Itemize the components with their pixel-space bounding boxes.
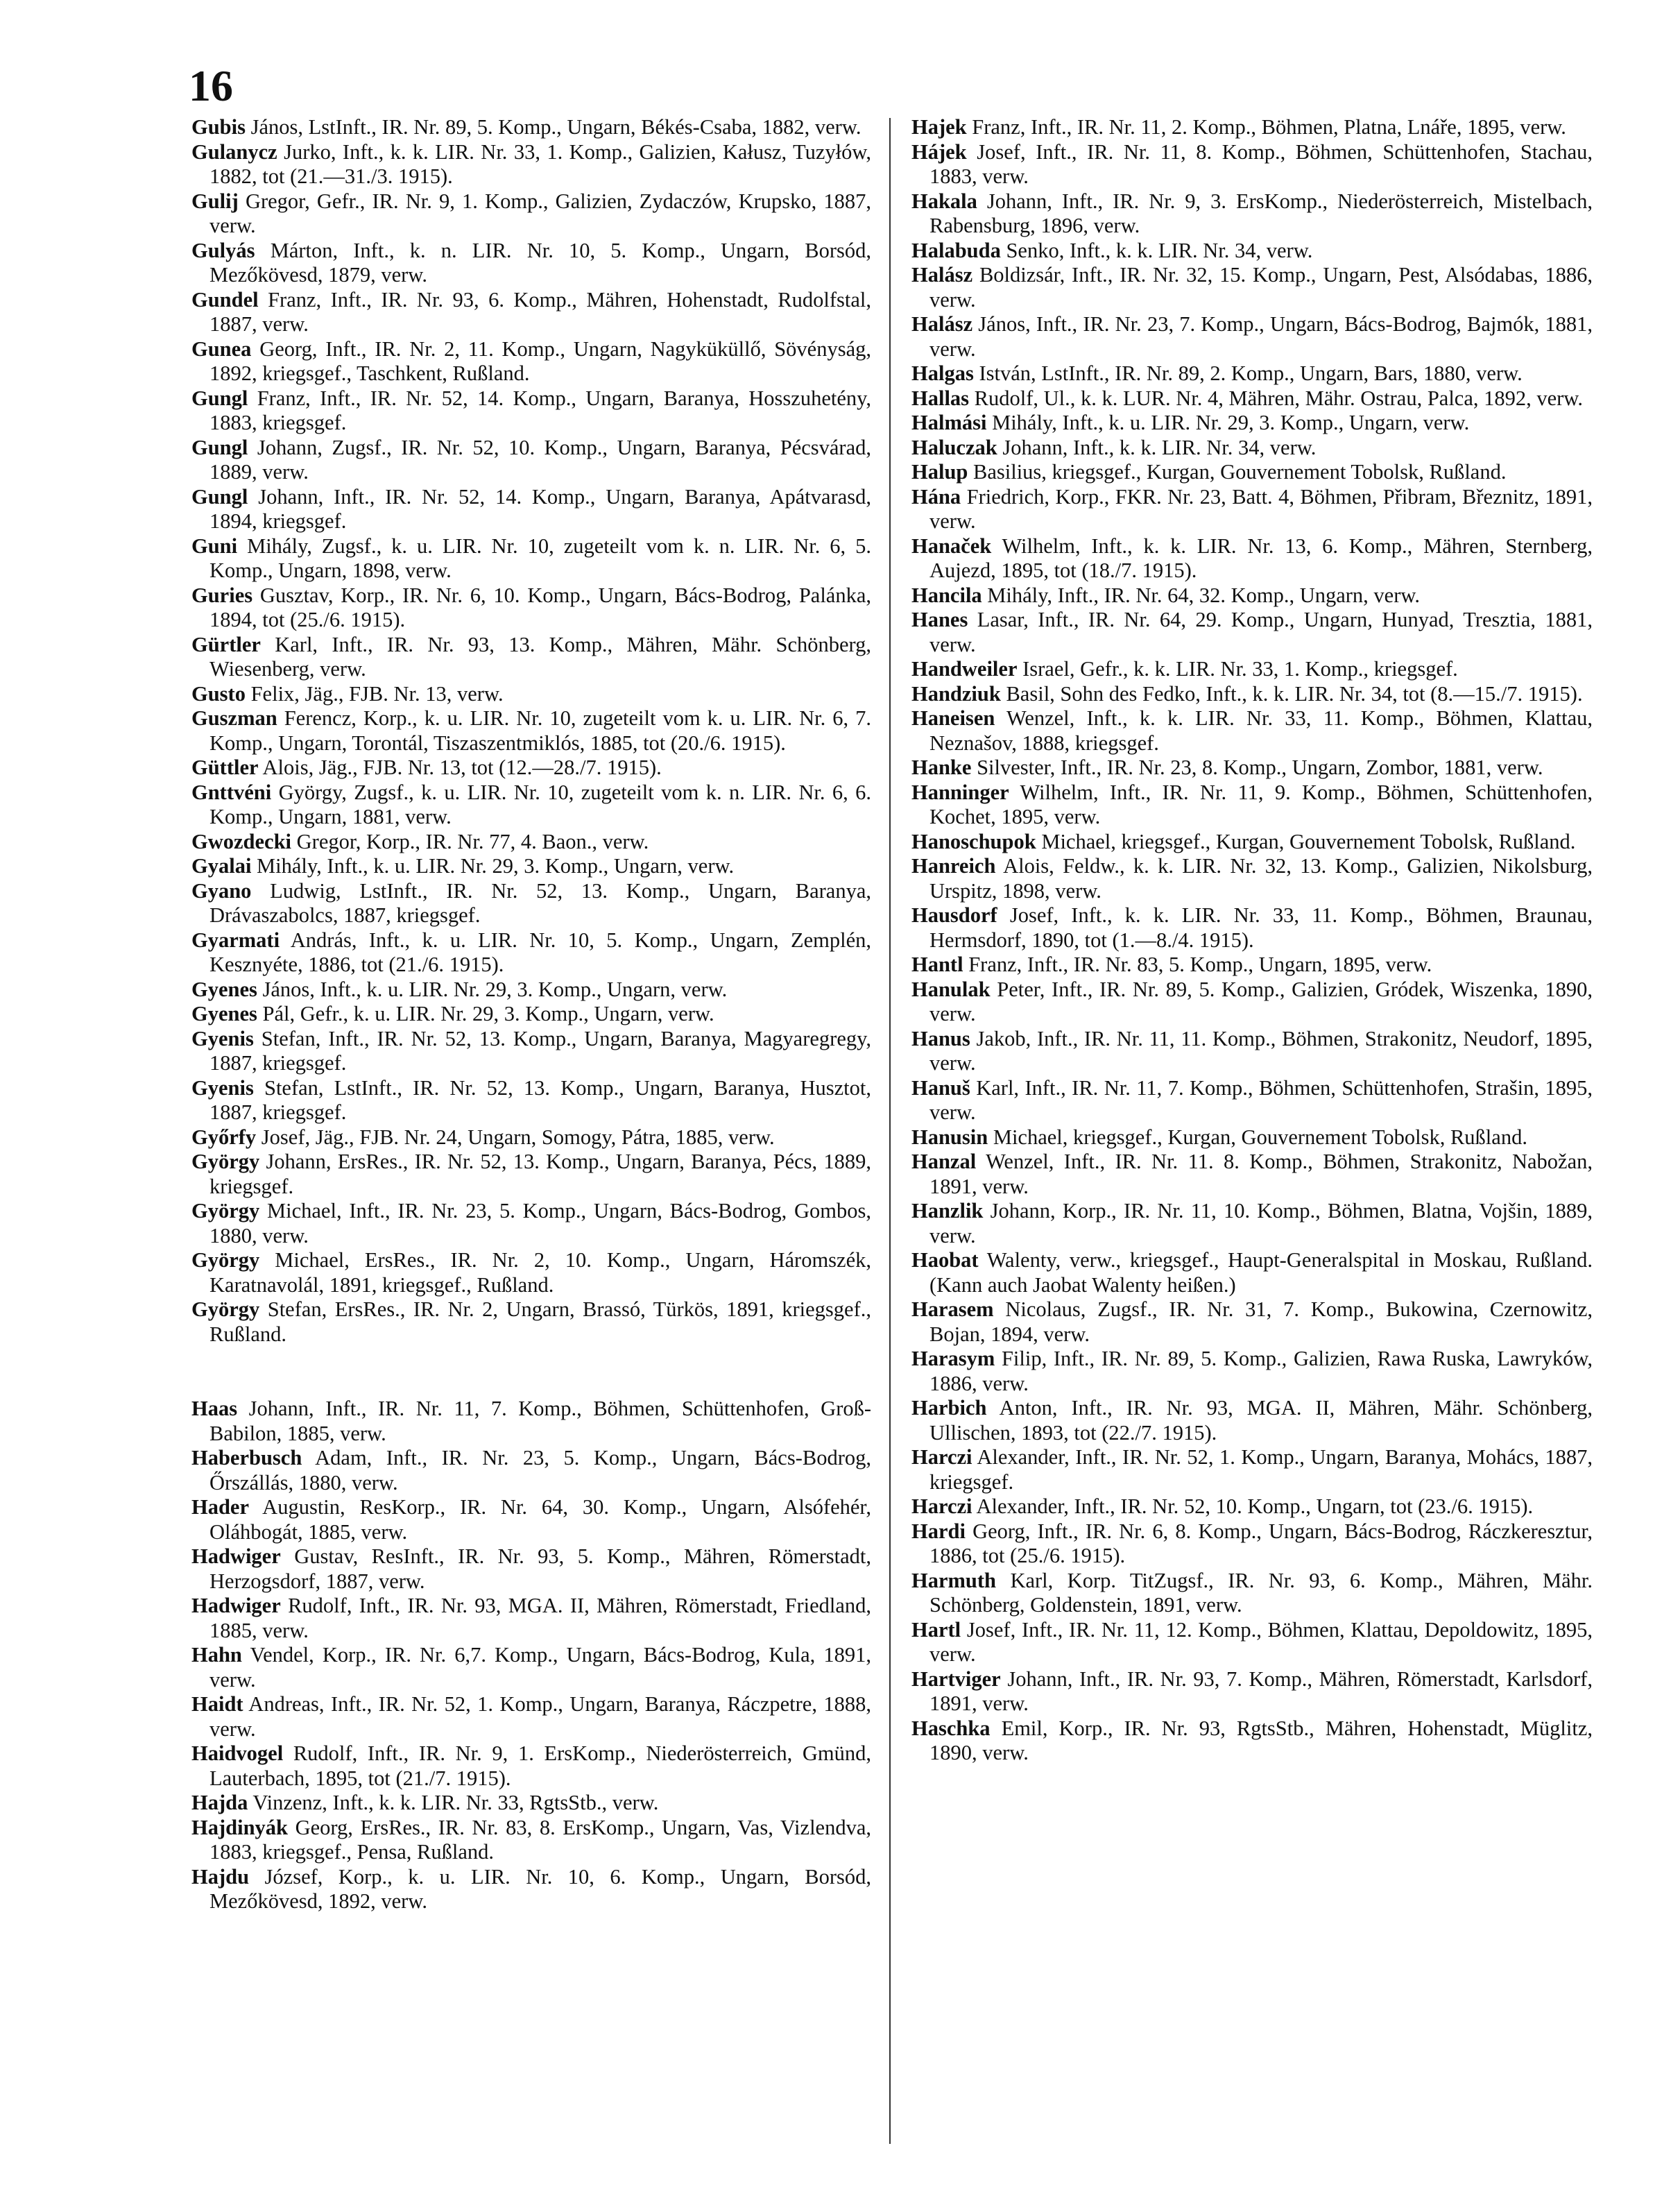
list-entry — [911, 1150, 1593, 1199]
list-entry — [911, 781, 1593, 830]
list-entry — [191, 1199, 871, 1248]
entry-details: Michael, Inft., IR. Nr. 23, 5. Komp., Ungarn, Bács-Bodrog, Gombos, 1880, verw. — [209, 1199, 871, 1247]
list-entry — [911, 1445, 1593, 1494]
list-entry — [191, 288, 871, 337]
entry-surname: Gulyás — [191, 238, 255, 262]
entry-surname: Harasym — [911, 1347, 995, 1370]
entry-surname: Gyenes — [191, 977, 257, 1001]
entry-details: Lasar, Inft., IR. Nr. 64, 29. Komp., Ungarn, Hunyad, Tresztia, 1881, verw. — [929, 608, 1593, 656]
entry-surname: Harmuth — [911, 1568, 996, 1592]
entry-surname: György — [191, 1297, 260, 1321]
entry-details: Felix, Jäg., FJB. Nr. 13, verw. — [250, 681, 504, 706]
entry-surname: Harbich — [911, 1396, 987, 1420]
entry-surname: Gungl — [191, 484, 248, 509]
entry-details: Walenty, verw., kriegsgef., Haupt-Generalspital in Moskau, Rußland. (Kann auch Jaobat Walenty heißen.) — [929, 1248, 1593, 1297]
entry-surname: Handweiler — [911, 657, 1018, 681]
entry-details: Karl, Inft., IR. Nr. 93, 13. Komp., Mähren, Mähr. Schönberg, Wiesenberg, verw. — [209, 632, 871, 681]
list-entry — [191, 1002, 871, 1027]
entry-surname: Hána — [911, 484, 961, 509]
entry-surname: Hanuš — [911, 1075, 970, 1100]
entry-details: Karl, Korp. TitZugsf., IR. Nr. 93, 6. Komp., Mähren, Mähr. Schönberg, Goldenstein, 1891, verw. — [929, 1568, 1593, 1617]
list-entry — [911, 1027, 1593, 1076]
entry-details: András, Inft., k. u. LIR. Nr. 10, 5. Komp., Ungarn, Zemplén, Kesznyéte, 1886, tot (21./6. 1915). — [209, 928, 871, 976]
entry-details: Jakob, Inft., IR. Nr. 11, 11. Komp., Böhmen, Strakonitz, Neudorf, 1895, verw. — [929, 1026, 1593, 1075]
entry-details: Silvester, Inft., IR. Nr. 23, 8. Komp., Ungarn, Zombor, 1881, verw. — [977, 756, 1543, 779]
entry-surname: Harczi — [911, 1445, 972, 1469]
entry-surname: Gundel — [191, 287, 259, 312]
entry-details: Wenzel, Inft., IR. Nr. 11. 8. Komp., Böhmen, Strakonitz, Nabožan, 1891, verw. — [929, 1150, 1593, 1198]
list-entry — [911, 115, 1593, 140]
entry-surname: Haas — [191, 1397, 238, 1420]
entry-details: Jurko, Inft., k. k. LIR. Nr. 33, 1. Komp., Galizien, Kałusz, Tuzyłów, 1882, tot (21.—31./3. 1915). — [209, 139, 872, 188]
list-entry — [191, 1495, 871, 1544]
list-entry — [911, 583, 1593, 608]
entry-surname: Gyenis — [191, 1075, 254, 1100]
list-entry — [191, 1125, 871, 1150]
entry-details: Adam, Inft., IR. Nr. 23, 5. Komp., Ungarn, Bács-Bodrog, Őrszállás, 1880, verw. — [209, 1446, 871, 1494]
list-entry — [911, 386, 1593, 411]
entry-surname: Hardi — [911, 1519, 966, 1543]
entry-details: János, Inft., IR. Nr. 23, 7. Komp., Ungarn, Bács-Bodrog, Bajmók, 1881, verw. — [929, 312, 1593, 361]
entry-details: Michael, kriegsgef., Kurgan, Gouvernement Tobolsk, Rußland. — [1041, 829, 1576, 853]
entry-details: Franz, Inft., IR. Nr. 11, 2. Komp., Böhmen, Platna, Lnáře, 1895, verw. — [972, 115, 1566, 139]
list-entry — [191, 1027, 871, 1076]
list-entry — [191, 879, 871, 928]
entry-surname: Hanus — [911, 1026, 970, 1050]
list-entry — [191, 1643, 871, 1692]
list-entry — [911, 1347, 1593, 1396]
entry-surname: Haschka — [911, 1716, 991, 1740]
left-column — [191, 115, 871, 1914]
list-entry — [191, 854, 871, 879]
entry-details: Josef, Inft., k. k. LIR. Nr. 33, 11. Komp., Böhmen, Braunau, Hermsdorf, 1890, tot (1.—8./4. 1915). — [929, 903, 1593, 952]
entry-surname: György — [191, 1248, 260, 1272]
list-entry — [911, 312, 1593, 361]
entry-details: Gusztav, Korp., IR. Nr. 6, 10. Komp., Ungarn, Bács-Bodrog, Palánka, 1894, tot (25./6. 1915). — [209, 583, 872, 631]
entry-details: Johann, ErsRes., IR. Nr. 52, 13. Komp., Ungarn, Baranya, Pécs, 1889, kriegsgef. — [209, 1150, 871, 1198]
entry-details: Nicolaus, Zugsf., IR. Nr. 31, 7. Komp., Bukowina, Czernowitz, Bojan, 1894, verw. — [929, 1297, 1593, 1346]
entry-details: Gregor, Korp., IR. Nr. 77, 4. Baon., verw. — [296, 829, 649, 853]
list-entry — [911, 903, 1593, 953]
section-g-list — [191, 115, 871, 1347]
entry-surname: Gungl — [191, 386, 248, 410]
list-entry — [191, 633, 871, 682]
entry-surname: Hanaček — [911, 534, 992, 558]
entry-details: Franz, Inft., IR. Nr. 93, 6. Komp., Mähren, Hohenstadt, Rudolfstal, 1887, verw. — [209, 287, 871, 336]
entry-surname: Hancila — [911, 583, 982, 607]
entry-surname: Haobat — [911, 1248, 979, 1272]
list-entry — [191, 386, 871, 436]
entry-surname: Hanoschupok — [911, 829, 1036, 853]
entry-details: Márton, Inft., k. n. LIR. Nr. 10, 5. Komp., Ungarn, Borsód, Mezőkövesd, 1879, verw. — [209, 238, 872, 287]
entry-surname: Halász — [911, 263, 973, 287]
entry-details: Franz, Inft., IR. Nr. 83, 5. Komp., Ungarn, 1895, verw. — [968, 953, 1432, 976]
entry-surname: Hadwiger — [191, 1594, 281, 1617]
list-entry — [191, 978, 871, 1003]
entry-details: Wilhelm, Inft., IR. Nr. 11, 9. Komp., Böhmen, Schüttenhofen, Kochet, 1895, verw. — [929, 780, 1593, 828]
list-entry — [191, 337, 871, 386]
entry-surname: Gulanycz — [191, 139, 277, 164]
entry-surname: Hanke — [911, 756, 972, 779]
list-entry — [911, 263, 1593, 312]
entry-surname: Hájek — [911, 139, 967, 164]
entry-surname: Gulij — [191, 189, 239, 213]
list-entry — [191, 1594, 871, 1643]
entry-details: Michael, kriegsgef., Kurgan, Gouvernement Tobolsk, Rußland. — [993, 1125, 1527, 1149]
list-entry — [191, 1816, 871, 1865]
entry-surname: Haneisen — [911, 706, 995, 730]
entry-details: Rudolf, Inft., IR. Nr. 9, 1. ErsKomp., Niederösterreich, Gmünd, Lauterbach, 1895, tot (21./7. 1915). — [209, 1741, 871, 1790]
entry-details: Stefan, Inft., IR. Nr. 52, 13. Komp., Ungarn, Baranya, Magyaregregy, 1887, kriegsgef. — [209, 1026, 871, 1075]
page-number: 16 — [189, 61, 233, 110]
entry-surname: Hajek — [911, 115, 967, 139]
entry-surname: Hanreich — [911, 854, 996, 878]
list-entry — [911, 436, 1593, 461]
entry-details: Augustin, ResKorp., IR. Nr. 64, 30. Komp., Ungarn, Alsófehér, Oláhbogát, 1885, verw. — [209, 1495, 871, 1544]
entry-surname: Halup — [911, 460, 968, 484]
list-entry — [911, 854, 1593, 903]
entry-surname: Guszman — [191, 706, 277, 730]
column-divider — [889, 118, 891, 2144]
entry-surname: Hallas — [911, 386, 970, 410]
entry-surname: Hanes — [911, 608, 968, 631]
entry-surname: Gunea — [191, 336, 252, 361]
entry-surname: Gungl — [191, 435, 248, 459]
list-entry — [191, 1297, 871, 1347]
list-entry — [911, 682, 1593, 707]
entry-details: Boldizsár, Inft., IR. Nr. 32, 15. Komp., Ungarn, Pest, Alsódabas, 1886, verw. — [929, 263, 1593, 312]
right-column — [911, 115, 1593, 1766]
entry-surname: Hahn — [191, 1643, 242, 1667]
list-entry — [191, 140, 871, 189]
entry-surname: Halmási — [911, 411, 987, 434]
entry-details: Rudolf, Ul., k. k. LUR. Nr. 4, Mähren, Mähr. Ostrau, Palca, 1892, verw. — [974, 386, 1583, 410]
entry-details: Mihály, Inft., k. u. LIR. Nr. 29, 3. Komp., Ungarn, verw. — [257, 854, 735, 878]
list-entry — [191, 1446, 871, 1495]
list-entry — [911, 411, 1593, 436]
list-entry — [191, 1865, 871, 1914]
list-entry — [911, 756, 1593, 781]
entry-details: Georg, Inft., IR. Nr. 6, 8. Komp., Ungarn, Bács-Bodrog, Ráczkeresztur, 1886, tot (25./6. 1915). — [929, 1519, 1593, 1567]
list-entry — [191, 1544, 871, 1594]
list-entry — [911, 1396, 1593, 1445]
list-entry — [911, 978, 1593, 1027]
entry-surname: Haidvogel — [191, 1741, 284, 1765]
entry-surname: Hajdinyák — [191, 1815, 288, 1839]
entry-details: Vendel, Korp., IR. Nr. 6,7. Komp., Ungarn, Bács-Bodrog, Kula, 1891, verw. — [209, 1643, 871, 1692]
entry-details: Wenzel, Inft., k. k. LIR. Nr. 33, 11. Komp., Böhmen, Klattau, Neznašov, 1888, kriegsgef. — [929, 706, 1593, 755]
entry-surname: Guni — [191, 534, 238, 558]
list-entry — [911, 1667, 1593, 1716]
entry-surname: Halabuda — [911, 238, 1001, 262]
entry-details: György, Zugsf., k. u. LIR. Nr. 10, zugeteilt vom k. n. LIR. Nr. 6, 6. Komp., Ungarn, 1881, verw. — [209, 780, 871, 828]
entry-surname: Haberbusch — [191, 1446, 302, 1469]
list-entry — [911, 1248, 1593, 1297]
list-entry — [911, 1618, 1593, 1667]
entry-details: Georg, Inft., IR. Nr. 2, 11. Komp., Ungarn, Nagyküküllő, Sövényság, 1892, kriegsgef., Taschkent, Rußland. — [209, 336, 872, 385]
entry-details: Alexander, Inft., IR. Nr. 52, 1. Komp., Ungarn, Baranya, Mohács, 1887, kriegsgef. — [929, 1445, 1593, 1494]
entry-details: Mihály, Inft., k. u. LIR. Nr. 29, 3. Komp., Ungarn, verw. — [992, 411, 1470, 434]
entry-surname: Hartl — [911, 1617, 961, 1642]
list-entry — [191, 1150, 871, 1199]
entry-details: Israel, Gefr., k. k. LIR. Nr. 33, 1. Komp., kriegsgef. — [1022, 657, 1458, 681]
list-entry — [911, 1297, 1593, 1347]
entry-surname: Guries — [191, 583, 253, 607]
list-entry — [191, 706, 871, 756]
entry-details: Ferencz, Korp., k. u. LIR. Nr. 10, zugeteilt vom k. u. LIR. Nr. 6, 7. Komp., Ungarn, Torontál, Tiszaszentmiklós, 1885, tot (20./6. 1915). — [209, 706, 872, 755]
list-entry — [911, 140, 1593, 189]
list-entry — [911, 1519, 1593, 1569]
entry-details: Johann, Inft., IR. Nr. 11, 7. Komp., Böhmen, Schüttenhofen, Groß-Babilon, 1885, verw. — [209, 1397, 872, 1445]
entry-details: Basilius, kriegsgef., Kurgan, Gouvernement Tobolsk, Rußland. — [973, 460, 1507, 484]
entry-surname: Haidt — [191, 1692, 243, 1716]
list-entry — [911, 534, 1593, 583]
entry-details: Franz, Inft., IR. Nr. 52, 14. Komp., Ungarn, Baranya, Hosszuhetény, 1883, kriegsgef. — [209, 386, 872, 434]
entry-details: Senko, Inft., k. k. LIR. Nr. 34, verw. — [1006, 238, 1313, 262]
entry-details: Johann, Korp., IR. Nr. 11, 10. Komp., Böhmen, Blatna, Vojšin, 1889, verw. — [929, 1199, 1593, 1247]
list-entry — [911, 706, 1593, 756]
entry-surname: Gubis — [191, 115, 246, 139]
list-entry — [191, 189, 871, 239]
list-entry — [191, 436, 871, 485]
entry-details: Josef, Jäg., FJB. Nr. 24, Ungarn, Somogy, Pátra, 1885, verw. — [261, 1125, 775, 1149]
entry-surname: Hartviger — [911, 1667, 1001, 1691]
entry-surname: Gnttvéni — [191, 780, 272, 804]
entry-details: Basil, Sohn des Fedko, Inft., k. k. LIR. Nr. 34, tot (8.—15./7. 1915). — [1006, 681, 1583, 706]
list-entry — [191, 781, 871, 830]
entry-details: Filip, Inft., IR. Nr. 89, 5. Komp., Galizien, Rawa Ruska, Lawryków, 1886, verw. — [929, 1347, 1593, 1395]
list-entry — [191, 583, 871, 633]
entry-surname: Gyalai — [191, 854, 252, 878]
entry-surname: Gyenes — [191, 1002, 257, 1025]
list-entry — [191, 485, 871, 534]
list-entry — [191, 830, 871, 855]
entry-surname: Harasem — [911, 1297, 994, 1321]
list-entry — [911, 361, 1593, 386]
entry-details: Georg, ErsRes., IR. Nr. 83, 8. ErsKomp., Ungarn, Vas, Vizlendva, 1883, kriegsgef., Pensa, Rußland. — [209, 1815, 871, 1864]
list-entry — [191, 928, 871, 978]
entry-details: Pál, Gefr., k. u. LIR. Nr. 29, 3. Komp., Ungarn, verw. — [262, 1002, 714, 1025]
entry-details: Alois, Feldw., k. k. LIR. Nr. 32, 13. Komp., Galizien, Nikolsburg, Urspitz, 1898, verw. — [929, 854, 1593, 903]
entry-surname: Hajdu — [191, 1864, 250, 1889]
entry-surname: Hantl — [911, 953, 963, 976]
entry-details: Stefan, LstInft., IR. Nr. 52, 13. Komp., Ungarn, Baranya, Husztot, 1887, kriegsgef. — [209, 1075, 871, 1124]
entry-surname: Gusto — [191, 681, 246, 706]
list-entry — [191, 1741, 871, 1791]
entry-surname: Gürtler — [191, 632, 261, 656]
list-entry — [911, 1076, 1593, 1125]
list-entry — [911, 1716, 1593, 1766]
entry-details: Johann, Inft., IR. Nr. 52, 14. Komp., Ungarn, Baranya, Apátvarasd, 1894, kriegsgef. — [209, 484, 872, 533]
entry-details: István, LstInft., IR. Nr. 89, 2. Komp., Ungarn, Bars, 1880, verw. — [979, 361, 1523, 385]
entry-details: Stefan, ErsRes., IR. Nr. 2, Ungarn, Brassó, Türkös, 1891, kriegsgef., Rußland. — [209, 1297, 871, 1346]
list-entry — [911, 1199, 1593, 1248]
entry-surname: György — [191, 1150, 260, 1173]
list-entry — [911, 608, 1593, 657]
entry-details: Friedrich, Korp., FKR. Nr. 23, Batt. 4, Böhmen, Přibram, Březnitz, 1891, verw. — [929, 484, 1593, 533]
entry-surname: Güttler — [191, 756, 259, 779]
entry-details: Rudolf, Inft., IR. Nr. 93, MGA. II, Mähren, Römerstadt, Friedland, 1885, verw. — [209, 1594, 871, 1642]
entry-surname: Hanninger — [911, 780, 1009, 804]
entry-details: Andreas, Inft., IR. Nr. 52, 1. Komp., Ungarn, Baranya, Ráczpetre, 1888, verw. — [209, 1692, 871, 1741]
entry-surname: Harczi — [911, 1494, 972, 1518]
entry-surname: Hanusin — [911, 1125, 988, 1149]
entry-surname: Haluczak — [911, 435, 997, 459]
entry-details: Johann, Inft., IR. Nr. 93, 7. Komp., Mähren, Römerstadt, Karlsdorf, 1891, verw. — [929, 1667, 1593, 1715]
entry-surname: Hader — [191, 1495, 250, 1519]
entry-details: Mihály, Inft., IR. Nr. 64, 32. Komp., Ungarn, verw. — [987, 583, 1421, 607]
entry-details: Alois, Jäg., FJB. Nr. 13, tot (12.—28./7. 1915). — [262, 756, 662, 779]
entry-details: József, Korp., k. u. LIR. Nr. 10, 6. Komp., Ungarn, Borsód, Mezőkövesd, 1892, verw. — [209, 1864, 872, 1913]
list-entry — [911, 485, 1593, 534]
entry-details: Gregor, Gefr., IR. Nr. 9, 1. Komp., Galizien, Zydaczów, Krupsko, 1887, verw. — [209, 189, 872, 237]
entry-surname: Hausdorf — [911, 903, 997, 927]
entry-details: Josef, Inft., IR. Nr. 11, 8. Komp., Böhmen, Schüttenhofen, Stachau, 1883, verw. — [929, 139, 1593, 188]
entry-surname: Gyano — [191, 878, 252, 903]
list-entry — [191, 1248, 871, 1297]
entry-surname: Hakala — [911, 189, 977, 213]
entry-surname: Handziuk — [911, 681, 1001, 706]
entry-details: Johann, Inft., IR. Nr. 9, 3. ErsKomp., Niederösterreich, Mistelbach, Rabensburg, 1896, verw. — [929, 189, 1593, 237]
list-entry — [191, 1791, 871, 1816]
list-entry — [191, 239, 871, 288]
entry-details: Wilhelm, Inft., k. k. LIR. Nr. 13, 6. Komp., Mähren, Sternberg, Aujezd, 1895, tot (18./7. 1915). — [929, 534, 1593, 582]
entry-surname: Hadwiger — [191, 1544, 281, 1568]
entry-surname: Halgas — [911, 361, 974, 385]
entry-surname: Gwozdecki — [191, 829, 292, 853]
entry-surname: Hanulak — [911, 977, 991, 1001]
entry-details: Johann, Zugsf., IR. Nr. 52, 10. Komp., Ungarn, Baranya, Pécsvárad, 1889, verw. — [209, 435, 871, 484]
list-entry — [191, 682, 871, 707]
entry-surname: Győrfy — [191, 1125, 257, 1149]
section-gap — [191, 1347, 871, 1397]
list-entry — [191, 534, 871, 583]
entry-surname: Gyenis — [191, 1026, 254, 1050]
list-entry — [191, 1076, 871, 1125]
list-entry — [191, 756, 871, 781]
entry-details: János, Inft., k. u. LIR. Nr. 29, 3. Komp., Ungarn, verw. — [262, 977, 728, 1001]
list-entry — [911, 1125, 1593, 1150]
list-entry — [911, 657, 1593, 682]
entry-details: Josef, Inft., IR. Nr. 11, 12. Komp., Böhmen, Klattau, Depoldowitz, 1895, verw. — [929, 1617, 1593, 1666]
entry-surname: Hanzal — [911, 1150, 977, 1173]
entry-details: Alexander, Inft., IR. Nr. 52, 10. Komp., Ungarn, tot (23./6. 1915). — [976, 1494, 1534, 1518]
entry-details: Michael, ErsRes., IR. Nr. 2, 10. Komp., Ungarn, Háromszék, Karatnavolál, 1891, kriegsgef., Rußland. — [209, 1248, 872, 1297]
entry-details: Mihály, Zugsf., k. u. LIR. Nr. 10, zugeteilt vom k. n. LIR. Nr. 6, 5. Komp., Ungarn, 1898, verw. — [209, 534, 872, 582]
list-entry — [191, 115, 871, 140]
entry-surname: Gyarmati — [191, 928, 280, 952]
entry-surname: Hajda — [191, 1791, 248, 1814]
list-entry — [911, 1494, 1593, 1519]
entry-details: Johann, Inft., k. k. LIR. Nr. 34, verw. — [1002, 435, 1317, 459]
entry-details: Emil, Korp., IR. Nr. 93, RgtsStb., Mähren, Hohenstadt, Müglitz, 1890, verw. — [929, 1716, 1593, 1764]
entry-details: Peter, Inft., IR. Nr. 89, 5. Komp., Galizien, Gródek, Wiszenka, 1890, verw. — [929, 977, 1593, 1025]
entry-surname: Hanzlik — [911, 1199, 984, 1222]
list-entry — [911, 189, 1593, 239]
list-entry — [911, 1569, 1593, 1618]
entry-details: János, LstInft., IR. Nr. 89, 5. Komp., Ungarn, Békés-Csaba, 1882, verw. — [250, 115, 862, 139]
list-entry — [191, 1397, 871, 1446]
list-entry — [911, 830, 1593, 855]
entry-details: Anton, Inft., IR. Nr. 93, MGA. II, Mähren, Mähr. Schönberg, Ullischen, 1893, tot (22./7. 1915). — [929, 1396, 1593, 1445]
section-h-list — [191, 1397, 871, 1914]
list-entry — [191, 1692, 871, 1741]
entry-surname: György — [191, 1199, 260, 1222]
list-entry — [911, 953, 1593, 978]
entry-details: Vinzenz, Inft., k. k. LIR. Nr. 33, RgtsStb., verw. — [252, 1791, 659, 1814]
entry-details: Ludwig, LstInft., IR. Nr. 52, 13. Komp., Ungarn, Baranya, Drávaszabolcs, 1887, kriegsgef. — [209, 878, 871, 927]
entry-details: Karl, Inft., IR. Nr. 11, 7. Komp., Böhmen, Schüttenhofen, Strašin, 1895, verw. — [929, 1075, 1593, 1124]
entry-surname: Halász — [911, 312, 973, 336]
list-entry — [911, 460, 1593, 485]
list-entry — [911, 239, 1593, 264]
entry-details: Gustav, ResInft., IR. Nr. 93, 5. Komp., Mähren, Römerstadt, Herzogsdorf, 1887, verw. — [209, 1544, 872, 1593]
